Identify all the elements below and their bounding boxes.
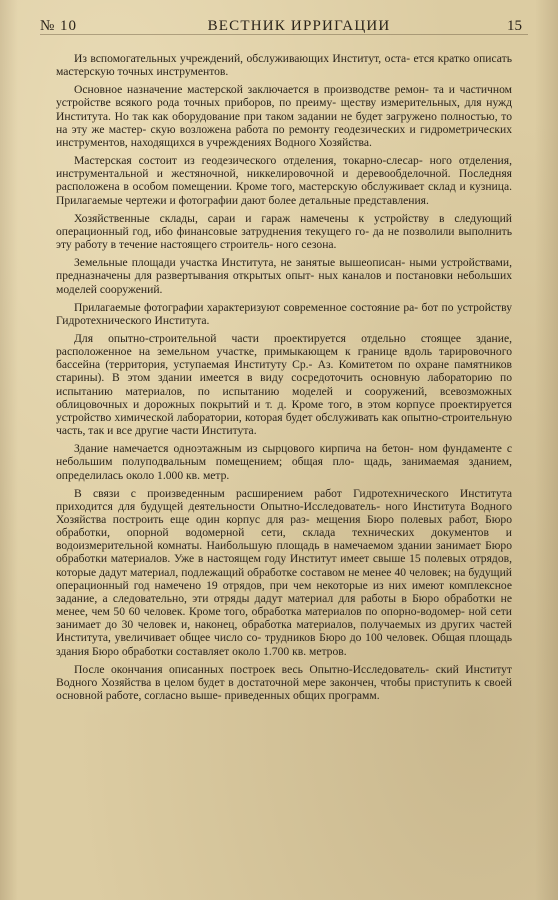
page-number: 15: [507, 18, 522, 34]
paragraph: Из вспомогательных учреждений, обслуживающих Институт, оста- ется кратко описать мастерскую точных инструментов.: [56, 52, 512, 79]
paragraph: Здание намечается одноэтажным из сырцового кирпича на бетон- ном фундаменте с небольшим полуподвальным помещением; общая пло- щадь, занимаемая зданием, определилась около 1.000 кв. метр.: [56, 442, 512, 482]
paragraph: Мастерская состоит из геодезического отделения, токарно-слесар- ного отделения, инструментальной и жестяночной, никкелировочной и деревообделочной. Последняя расположена в особом помещении. Кроме того, мастерскую обслуживает склад и кузница. Прилагаемые чертежи и фотографии дают более детальные представления.: [56, 154, 512, 207]
paragraph: После окончания описанных построек весь Опытно-Исследователь- ский Институт Водного Хозяйства в целом будет в достаточной мере закончен, чтобы приступить к своей основной работе, согласно выше- приведенных общих программ.: [56, 662, 512, 703]
paragraph: Хозяйственные склады, сараи и гараж намечены к устройству в следующий операционный год, ибо финансовые затруднения текущего го- да не позволили выполнить эту работу в течение настоящего строитель- ного сезона.: [56, 211, 512, 252]
header-divider: [40, 34, 528, 35]
article-body: [56, 52, 512, 702]
paragraph: Прилагаемые фотографии характеризуют современное состояние ра- бот по устройству Гидротехнического Института.: [56, 300, 512, 327]
paragraph: Для опытно-строительной части проектируется отдельно стоящее здание, расположенное на земельном участке, примыкающем к границе вдоль тарировочного бассейна (территория, уступаемая Институту Ср.- Аз. Комитетом по охране памятников старины). В этом здании имеется в виду сосредоточить основную лабораторию по испытанию материалов, по испытанию моделей и сооружений, всевозможных облицовочных и дорожных покрытий и т. д. Кроме того, в этом корпусе проектируется устройство химической лаборатории, которая будет обслуживать как опытно-строительную часть, так и все другие части Института.: [56, 331, 512, 438]
issue-number: № 10: [40, 18, 78, 34]
paragraph: В связи с произведенным расширением работ Гидротехнического Института приходится для будущей деятельности Опытно-Исследователь- ного Института Водного Хозяйства построить еще один корпус для раз- мещения Бюро полевых работ, Бюро обработки, опорной водомерной сети, склада технических документов и водоизмерительной комнаты. Наибольшую площадь в намечаемом здании занимает Бюро обработки материалов. Уже в настоящем году Институт имеет свыше 15 полевых отрядов, которые дадут материал, подлежащий обработке составом не менее 40 человек; на будущий операционный год намечено 19 отрядов, при чем некоторые из них имеют комплексное задание, а следовательно, эти отряды дадут материал для работы в Бюро обработки не менее, чем 50 60 человек. Кроме того, обработка материалов по опорно-водомер- ной сети занимает до 30 человек и, наконец, обработка материалов, получаемых из других частей Института, увеличивает общее число со- трудников Бюро до 100 человек. Общая площадь здания Бюро обработки составляет около 1.700 кв. метров.: [56, 486, 512, 658]
paragraph: Земельные площади участка Института, не занятые вышеописан- ными устройствами, предназначены для развертывания открытых опыт- ных каналов и постановки небольших моделей сооружений.: [56, 256, 512, 296]
paragraph: Основное назначение мастерской заключается в производстве ремон- та и частичном устройстве всякого рода точных приборов, по преиму- ществу измерительных, для нужд Института. Но так как оборудование при таком задании не будет загружено полностью, то на эту же мастер- скую возложена работа по ремонту геодезических и гидрометрических инструментов, находящихся в учреждениях Водного Хозяйства.: [56, 83, 512, 149]
journal-title: ВЕСТНИК ИРРИГАЦИИ: [207, 18, 391, 34]
